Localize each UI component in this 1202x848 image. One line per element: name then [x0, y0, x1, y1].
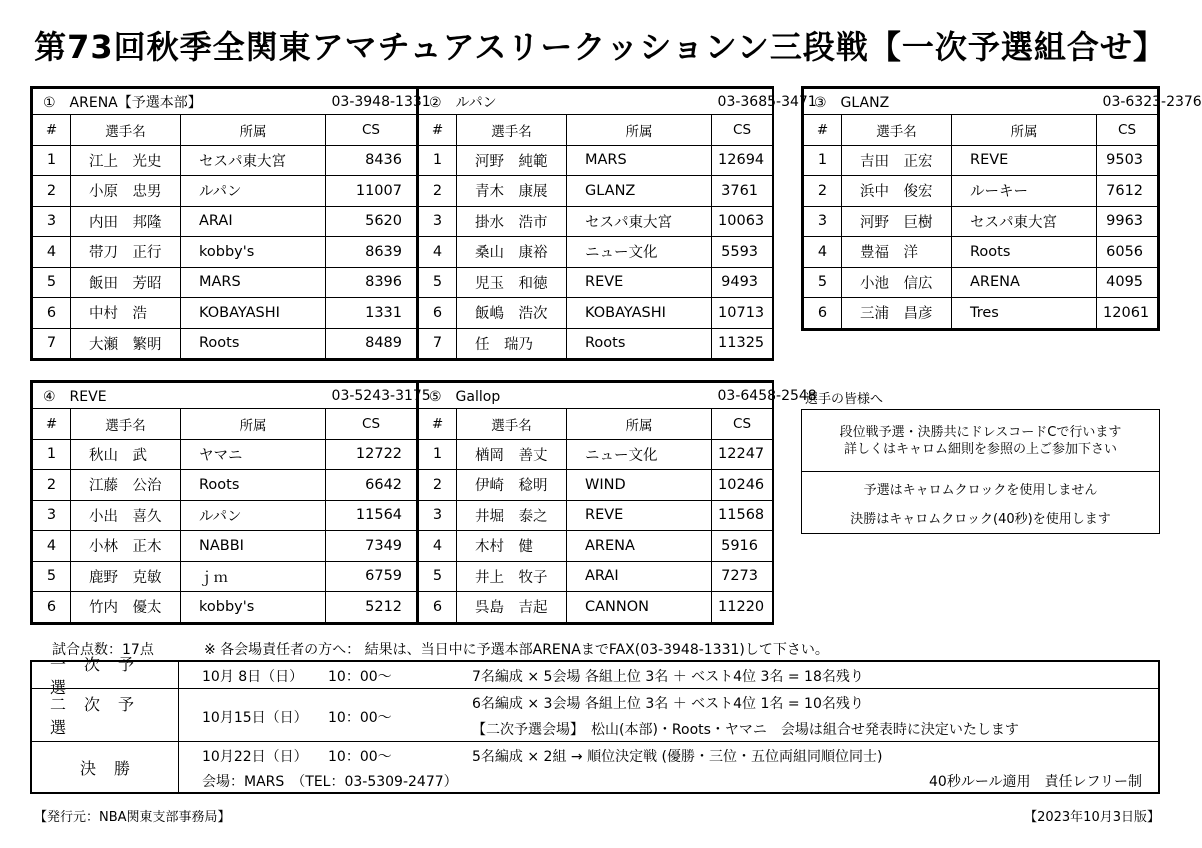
player-cs: 4095: [1097, 267, 1158, 298]
schedule-row-first: [32, 655, 1158, 697]
player-number: 2: [419, 176, 457, 207]
player-name: 三浦 昌彦: [842, 298, 952, 329]
stage-label: 一次予選: [32, 662, 179, 688]
player-number: 4: [804, 237, 842, 268]
player-team: WIND: [567, 470, 712, 501]
venue-table: [32, 88, 431, 359]
player-row: [804, 206, 1158, 237]
stage-date: 10月15日（日）: [202, 710, 308, 726]
player-team: ｊｍ: [181, 561, 326, 592]
player-cs: 9963: [1097, 206, 1158, 237]
player-name: 小池 信広: [842, 267, 952, 298]
player-team: ヤマニ: [181, 439, 326, 470]
player-row: [804, 145, 1158, 176]
player-name: 児玉 和徳: [457, 267, 567, 298]
player-row: [33, 592, 417, 623]
player-name: 大瀬 繁明: [71, 328, 181, 359]
player-row: [33, 176, 417, 207]
player-team: REVE: [952, 145, 1097, 176]
player-cs: 10063: [712, 206, 773, 237]
player-cs: 5212: [326, 592, 417, 623]
player-team: ニュー文化: [567, 237, 712, 268]
venue-header: [33, 383, 417, 409]
stage-format: 7名編成 × 5会場 各組上位 3名 ＋ ベスト4位 3名 = 18名残り: [472, 669, 864, 685]
player-team: セスパ東大宮: [567, 206, 712, 237]
player-team: ARAI: [181, 206, 326, 237]
player-row: [419, 561, 773, 592]
venue-name: ① ARENA【予選本部】: [33, 89, 326, 115]
player-number: 4: [419, 531, 457, 562]
venue-table-gallop: [416, 380, 817, 625]
schedule-table: [30, 655, 1160, 794]
player-team: NABBI: [181, 531, 326, 562]
column-header-team: 所属: [952, 115, 1097, 146]
column-header-team: 所属: [567, 115, 712, 146]
player-row: [419, 328, 773, 359]
player-row: [419, 237, 773, 268]
player-team: kobby's: [181, 592, 326, 623]
player-name: 鹿野 克敏: [71, 561, 181, 592]
player-team: Roots: [181, 470, 326, 501]
player-name: 木村 健: [457, 531, 567, 562]
stage-label: 二次予選: [32, 689, 179, 741]
player-cs: 5593: [712, 237, 773, 268]
stage-time: 10：00～: [328, 710, 392, 726]
player-cs: 8639: [326, 237, 417, 268]
schedule-row-final: [32, 742, 1158, 792]
player-name: 掛水 浩市: [457, 206, 567, 237]
player-name: 井上 牧子: [457, 561, 567, 592]
venue-header: [419, 383, 773, 409]
player-cs: 8436: [326, 145, 417, 176]
venue-table-arena: [30, 86, 431, 361]
player-name: 小原 忠男: [71, 176, 181, 207]
player-number: 1: [419, 145, 457, 176]
venue-name: ③ GLANZ: [804, 89, 1097, 115]
player-name: 青木 康展: [457, 176, 567, 207]
player-number: 3: [419, 500, 457, 531]
notice-line: 予選はキャロムクロックを使用しません: [863, 482, 1098, 498]
column-header-row: [33, 409, 417, 440]
column-header-cs: CS: [712, 409, 773, 440]
notice-line: 詳しくはキャロム細則を参照の上ご参加下さい: [843, 441, 1117, 457]
player-row: [33, 206, 417, 237]
player-row: [419, 206, 773, 237]
player-name: 江藤 公治: [71, 470, 181, 501]
venue-name: ④ REVE: [33, 383, 326, 409]
player-team: kobby's: [181, 237, 326, 268]
venue-table: [418, 88, 817, 359]
venue-tel: 03-6458-2548: [712, 383, 773, 409]
venue-table: [803, 88, 1202, 329]
player-row: [33, 531, 417, 562]
player-name: 河野 純範: [457, 145, 567, 176]
player-cs: 12247: [712, 439, 773, 470]
player-cs: 1331: [326, 298, 417, 329]
player-team: セスパ東大宮: [181, 145, 326, 176]
player-row: [33, 328, 417, 359]
column-header-team: 所属: [181, 409, 326, 440]
player-number: 1: [804, 145, 842, 176]
stage-date: 10月 8日（日）: [202, 669, 304, 685]
stage-date: 10月22日（日）: [202, 749, 308, 765]
player-cs: 11325: [712, 328, 773, 359]
player-cs: 10713: [712, 298, 773, 329]
player-row: [419, 145, 773, 176]
player-number: 2: [33, 176, 71, 207]
player-number: 7: [419, 328, 457, 359]
player-row: [33, 237, 417, 268]
player-number: 2: [33, 470, 71, 501]
player-team: MARS: [181, 267, 326, 298]
player-team: ニュー文化: [567, 439, 712, 470]
player-name: 飯嶋 浩次: [457, 298, 567, 329]
venue-header: [33, 89, 417, 115]
player-number: 7: [33, 328, 71, 359]
match-points: 試合点数：17点: [52, 642, 154, 658]
player-team: ルパン: [181, 500, 326, 531]
player-cs: 8489: [326, 328, 417, 359]
player-row: [419, 531, 773, 562]
venue-table-glanz: [801, 86, 1202, 331]
column-header-name: 選手名: [842, 115, 952, 146]
player-team: ルーキー: [952, 176, 1097, 207]
column-header-name: 選手名: [457, 409, 567, 440]
player-name: 竹内 優太: [71, 592, 181, 623]
player-name: 飯田 芳昭: [71, 267, 181, 298]
player-number: 2: [804, 176, 842, 207]
player-cs: 3761: [712, 176, 773, 207]
player-number: 1: [33, 145, 71, 176]
player-name: 吉田 正宏: [842, 145, 952, 176]
player-row: [419, 439, 773, 470]
final-venue: 会場：MARS （TEL：03-5309-2477）: [202, 774, 458, 790]
schedule-row-second: [32, 689, 1158, 742]
stage-venues: 【二次予選会場】 松山(本部)・Roots・ヤマニ 会場は組合せ発表時に決定いたします: [472, 722, 1019, 738]
player-cs: 11220: [712, 592, 773, 623]
player-team: ARENA: [567, 531, 712, 562]
player-row: [33, 500, 417, 531]
player-team: Roots: [952, 237, 1097, 268]
player-number: 5: [419, 561, 457, 592]
player-team: KOBAYASHI: [181, 298, 326, 329]
player-name: 小林 正木: [71, 531, 181, 562]
column-header-num: #: [33, 115, 71, 146]
stage-time: 10：00～: [328, 749, 392, 765]
venue-table-lupin: [416, 86, 817, 361]
page-title: 第73回秋季全関東アマチュアスリークッションン三段戦【一次予選組合せ】: [34, 28, 1166, 66]
player-team: Tres: [952, 298, 1097, 329]
column-header-cs: CS: [326, 115, 417, 146]
player-number: 2: [419, 470, 457, 501]
player-cs: 12722: [326, 439, 417, 470]
player-team: ARENA: [952, 267, 1097, 298]
player-team: REVE: [567, 267, 712, 298]
player-team: GLANZ: [567, 176, 712, 207]
notice-heading: 選手の皆様へ: [805, 392, 884, 407]
player-name: 河野 巨樹: [842, 206, 952, 237]
player-name: 江上 光史: [71, 145, 181, 176]
player-number: 3: [804, 206, 842, 237]
player-name: 呉島 吉起: [457, 592, 567, 623]
column-header-row: [419, 409, 773, 440]
column-header-name: 選手名: [71, 409, 181, 440]
player-number: 6: [33, 592, 71, 623]
player-number: 4: [33, 237, 71, 268]
stage-label: 決勝: [32, 742, 179, 792]
player-cs: 6759: [326, 561, 417, 592]
player-number: 4: [419, 237, 457, 268]
player-name: 井堀 泰之: [457, 500, 567, 531]
player-number: 5: [33, 561, 71, 592]
player-cs: 7273: [712, 561, 773, 592]
player-cs: 8396: [326, 267, 417, 298]
player-team: Roots: [181, 328, 326, 359]
venue-table: [32, 382, 431, 623]
player-number: 3: [33, 206, 71, 237]
column-header-team: 所属: [567, 409, 712, 440]
dress-code-notice: [802, 410, 1159, 472]
venue-tel: 03-5243-3175: [326, 383, 417, 409]
venue-tel: 03-3948-1331: [326, 89, 417, 115]
stage-format: 5名編成 × 2組 → 順位決定戦 (優勝・三位・五位両組同順位同士): [472, 749, 883, 765]
player-cs: 7612: [1097, 176, 1158, 207]
column-header-name: 選手名: [457, 115, 567, 146]
player-name: 楢岡 善丈: [457, 439, 567, 470]
player-number: 5: [419, 267, 457, 298]
player-cs: 11564: [326, 500, 417, 531]
player-number: 6: [419, 298, 457, 329]
column-header-num: #: [804, 115, 842, 146]
notice-line: 決勝はキャロムクロック(40秒)を使用します: [850, 511, 1111, 527]
player-name: 浜中 俊宏: [842, 176, 952, 207]
notice-box: [801, 409, 1160, 534]
player-number: 1: [419, 439, 457, 470]
player-name: 小出 喜久: [71, 500, 181, 531]
column-header-name: 選手名: [71, 115, 181, 146]
edition-date: 【2023年10月3日版】: [1024, 810, 1160, 825]
player-team: REVE: [567, 500, 712, 531]
player-cs: 6056: [1097, 237, 1158, 268]
player-number: 5: [33, 267, 71, 298]
player-cs: 6642: [326, 470, 417, 501]
stage-time: 10：00～: [328, 669, 392, 685]
column-header-num: #: [33, 409, 71, 440]
player-row: [419, 298, 773, 329]
column-header-cs: CS: [712, 115, 773, 146]
player-name: 豊福 洋: [842, 237, 952, 268]
player-row: [804, 176, 1158, 207]
player-number: 6: [804, 298, 842, 329]
column-header-cs: CS: [326, 409, 417, 440]
player-cs: 12694: [712, 145, 773, 176]
player-name: 内田 邦隆: [71, 206, 181, 237]
player-name: 桑山 康裕: [457, 237, 567, 268]
player-row: [419, 176, 773, 207]
player-number: 4: [33, 531, 71, 562]
column-header-row: [419, 115, 773, 146]
player-name: 伊崎 稔明: [457, 470, 567, 501]
column-header-num: #: [419, 409, 457, 440]
player-name: 秋山 武: [71, 439, 181, 470]
player-row: [419, 500, 773, 531]
venue-header: [804, 89, 1158, 115]
player-team: ARAI: [567, 561, 712, 592]
player-name: 任 瑞乃: [457, 328, 567, 359]
player-cs: 11568: [712, 500, 773, 531]
column-header-cs: CS: [1097, 115, 1158, 146]
player-row: [804, 237, 1158, 268]
player-team: Roots: [567, 328, 712, 359]
player-row: [419, 267, 773, 298]
clock-notice: [802, 472, 1159, 533]
column-header-row: [804, 115, 1158, 146]
player-team: ルパン: [181, 176, 326, 207]
venue-name: ⑤ Gallop: [419, 383, 712, 409]
player-team: セスパ東大宮: [952, 206, 1097, 237]
player-number: 3: [33, 500, 71, 531]
venue-name: ② ルパン: [419, 89, 712, 115]
player-cs: 12061: [1097, 298, 1158, 329]
player-row: [33, 561, 417, 592]
player-cs: 11007: [326, 176, 417, 207]
player-row: [419, 470, 773, 501]
player-row: [33, 439, 417, 470]
player-row: [804, 298, 1158, 329]
player-name: 帯刀 正行: [71, 237, 181, 268]
column-header-num: #: [419, 115, 457, 146]
venue-tel: 03-3685-3471: [712, 89, 773, 115]
player-row: [33, 298, 417, 329]
player-cs: 5620: [326, 206, 417, 237]
venue-header: [419, 89, 773, 115]
player-team: MARS: [567, 145, 712, 176]
player-row: [33, 470, 417, 501]
player-cs: 9503: [1097, 145, 1158, 176]
venue-tel: 03-6323-2376: [1097, 89, 1158, 115]
player-row: [804, 267, 1158, 298]
player-number: 1: [33, 439, 71, 470]
column-header-row: [33, 115, 417, 146]
venue-table: [418, 382, 817, 623]
player-row: [419, 592, 773, 623]
venue-table-reve: [30, 380, 431, 625]
publisher: 【発行元：NBA関東支部事務局】: [34, 810, 231, 825]
player-team: CANNON: [567, 592, 712, 623]
stage-format: 6名編成 × 3会場 各組上位 3名 ＋ ベスト4位 1名 = 10名残り: [472, 696, 864, 712]
player-number: 3: [419, 206, 457, 237]
player-number: 6: [419, 592, 457, 623]
player-row: [33, 145, 417, 176]
notice-line: 段位戦予選・決勝共にドレスコードCで行います: [839, 424, 1122, 440]
player-name: 中村 浩: [71, 298, 181, 329]
player-cs: 10246: [712, 470, 773, 501]
player-cs: 9493: [712, 267, 773, 298]
player-number: 5: [804, 267, 842, 298]
column-header-team: 所属: [181, 115, 326, 146]
report-note: ※ 各会場責任者の方へ： 結果は、当日中に予選本部ARENAまでFAX(03-3948-1331)して下さい。: [204, 642, 829, 658]
player-team: KOBAYASHI: [567, 298, 712, 329]
player-number: 6: [33, 298, 71, 329]
final-rules: 40秒ルール適用 責任レフリー制: [929, 774, 1142, 790]
player-row: [33, 267, 417, 298]
player-cs: 7349: [326, 531, 417, 562]
player-cs: 5916: [712, 531, 773, 562]
